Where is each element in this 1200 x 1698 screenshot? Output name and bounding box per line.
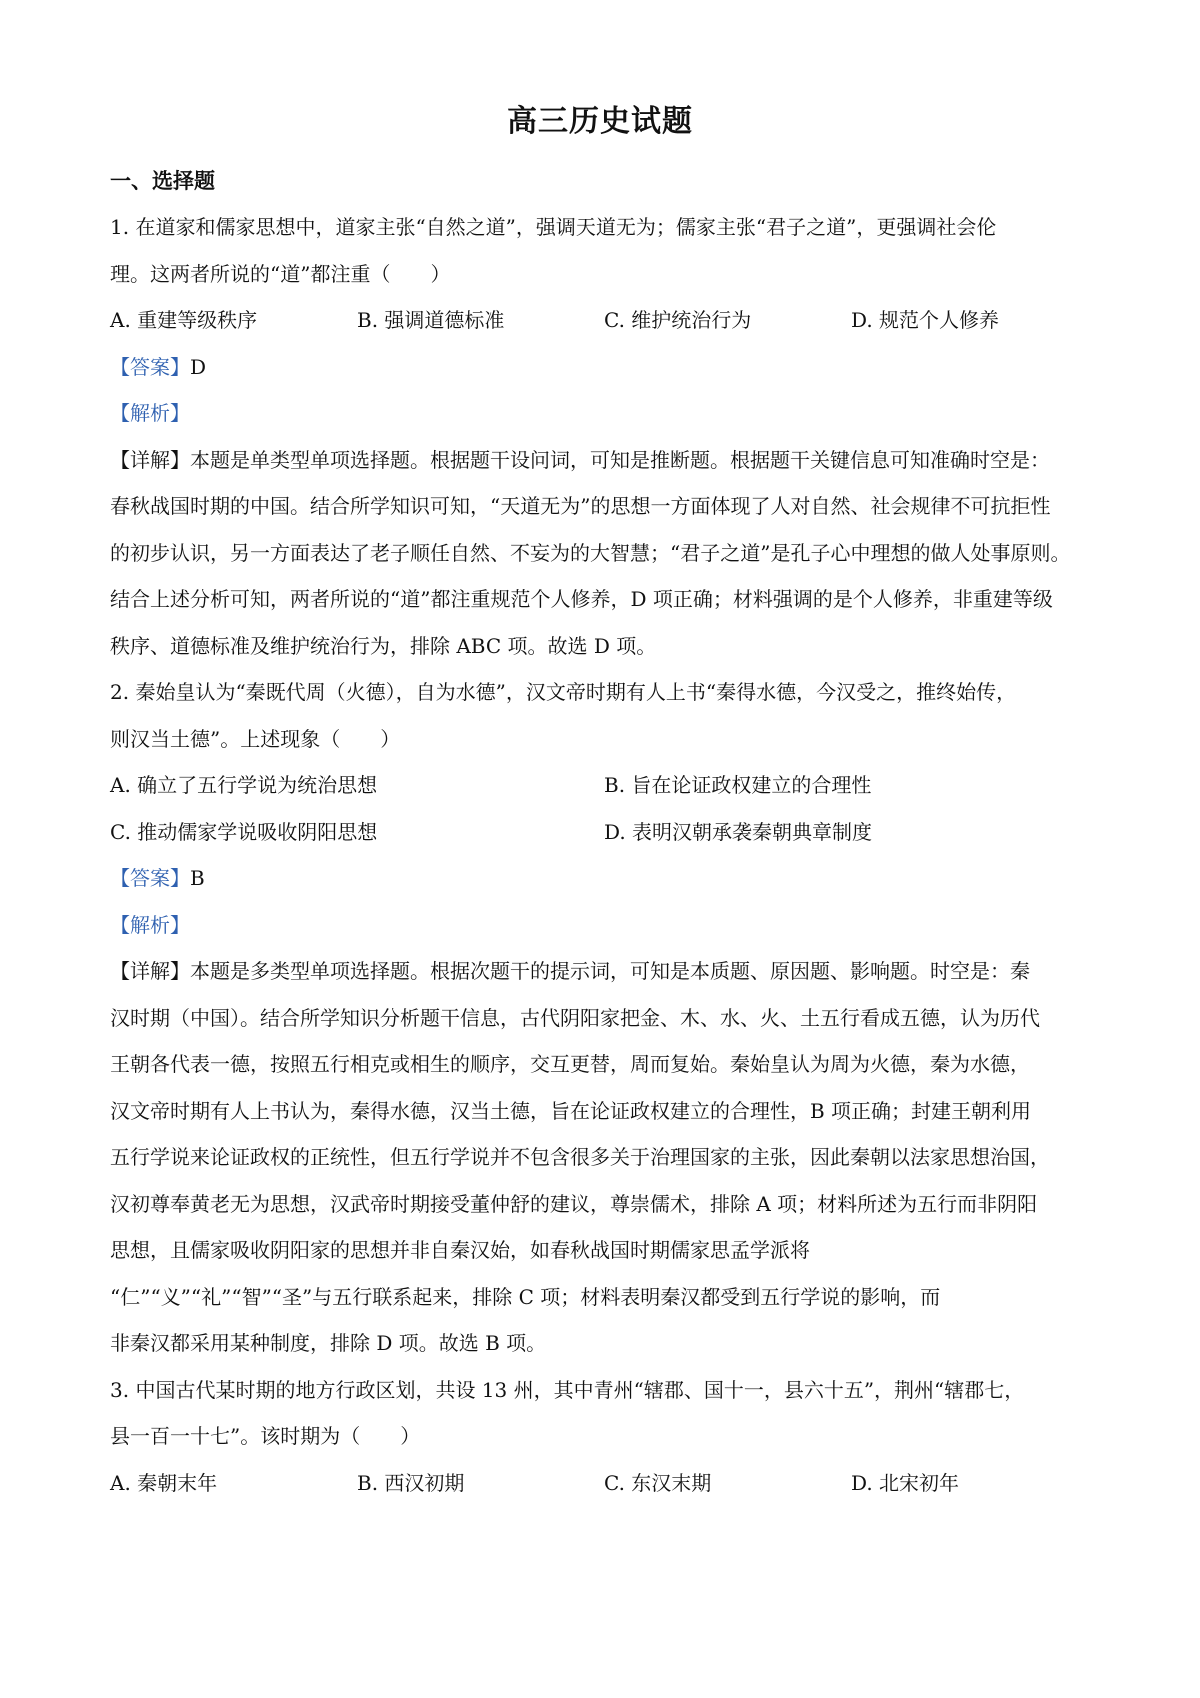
detail-line: 结合上述分析可知，两者所说的“道”都注重规范个人修养，D 项正确；材料强调的是个人修养，非重建等级 <box>110 587 1053 611</box>
question-stem-line: 1. 在道家和儒家思想中，道家主张“自然之道”，强调天道无为；儒家主张“君子之道”，更强调社会伦 <box>110 215 997 239</box>
answer-line <box>110 855 1100 902</box>
exam-content <box>110 158 1100 1506</box>
option-a: A. 确立了五行学说为统治思想 <box>110 773 378 797</box>
option-b: B. 旨在论证政权建立的合理性 <box>604 773 872 797</box>
question-stem-line: 县一百一十七”。该时期为（ ） <box>110 1424 421 1448</box>
page-title: 高三历史试题 <box>507 104 693 139</box>
option-b: B. 强调道德标准 <box>357 308 505 332</box>
detail-line: 【详解】本题是单类型单项选择题。根据题干设问词，可知是推断题。根据题干关键信息可知准确时空是： <box>110 447 1050 472</box>
question-1 <box>110 204 1100 669</box>
detail-line: 秩序、道德标准及维护统治行为，排除 ABC 项。故选 D 项。 <box>110 633 657 658</box>
answer-value: D <box>190 354 207 379</box>
answer-tag: 【答案】 <box>110 354 190 379</box>
detail-line: 王朝各代表一德，按照五行相克或相生的顺序，交互更替，周而复始。秦始皇认为周为火德，秦为水德， <box>110 1052 1030 1076</box>
option-c: C. 维护统治行为 <box>604 308 752 332</box>
detail-line: 的初步认识，另一方面表达了老子顺任自然、不妄为的大智慧；“君子之道”是孔子心中理想的做人处事原则。 <box>110 540 1071 565</box>
section-heading: 一、选择题 <box>110 169 215 193</box>
option-c: C. 东汉末期 <box>604 1470 712 1495</box>
option-d: D. 表明汉朝承袭秦朝典章制度 <box>604 819 873 844</box>
detail-line: 五行学说来论证政权的正统性，但五行学说并不包含很多关于治理国家的主张，因此秦朝以法家思想治国， <box>110 1145 1050 1169</box>
question-3 <box>110 1367 1100 1507</box>
answer-line <box>110 344 1100 391</box>
answer-tag: 【答案】 <box>110 866 190 890</box>
detail-line: 汉初尊奉黄老无为思想，汉武帝时期接受董仲舒的建议，尊崇儒术，排除 A 项；材料所述为五行而非阴阳 <box>110 1191 1038 1216</box>
options-row <box>110 762 1100 809</box>
options-row <box>110 1460 1100 1507</box>
detail-line: 汉文帝时期有人上书认为，秦得水德，汉当土德，旨在论证政权建立的合理性，B 项正确；封建王朝利用 <box>110 1098 1032 1123</box>
option-b: B. 西汉初期 <box>357 1470 465 1495</box>
question-stem-line: 3. 中国古代某时期的地方行政区划，共设 13 州，其中青州“辖郡、国十一，县六十五”，荆州“辖郡七， <box>110 1377 1025 1402</box>
question-2 <box>110 669 1100 1367</box>
option-d: D. 北宋初年 <box>851 1470 960 1495</box>
options-row <box>110 809 1100 856</box>
detail-line: 思想，且儒家吸收阴阳家的思想并非自秦汉始，如春秋战国时期儒家思孟学派将 <box>110 1238 810 1262</box>
detail-line: “仁”“义”“礼”“智”“圣”与五行联系起来，排除 C 项；材料表明秦汉都受到五行学说的影响，而 <box>110 1284 941 1309</box>
options-row <box>110 297 1100 344</box>
analysis-tag: 【解析】 <box>110 401 190 425</box>
detail-line: 非秦汉都采用某种制度，排除 D 项。故选 B 项。 <box>110 1331 547 1355</box>
option-a: A. 秦朝末年 <box>110 1470 218 1495</box>
analysis-tag: 【解析】 <box>110 912 190 937</box>
detail-line: 春秋战国时期的中国。结合所学知识可知，“天道无为”的思想一方面体现了人对自然、社会规律不可抗拒性 <box>110 494 1051 518</box>
option-c: C. 推动儒家学说吸收阴阳思想 <box>110 819 378 844</box>
question-stem-line: 2. 秦始皇认为“秦既代周（火德），自为水德”，汉文帝时期有人上书“秦得水德，今汉受之，推终始传， <box>110 680 1017 704</box>
answer-value: B <box>190 866 205 890</box>
option-a: A. 重建等级秩序 <box>110 308 258 332</box>
option-d: D. 规范个人修养 <box>851 308 1000 332</box>
detail-line: 【详解】本题是多类型单项选择题。根据次题干的提示词，可知是本质题、原因题、影响题。时空是：秦 <box>110 959 1030 983</box>
question-stem-line: 则汉当土德”。上述现象（ ） <box>110 726 401 751</box>
detail-line: 汉时期（中国）。结合所学知识分析题干信息，古代阴阳家把金、木、水、火、土五行看成五德，认为历代 <box>110 1005 1040 1030</box>
question-stem-line: 理。这两者所说的“道”都注重（ ） <box>110 261 451 286</box>
